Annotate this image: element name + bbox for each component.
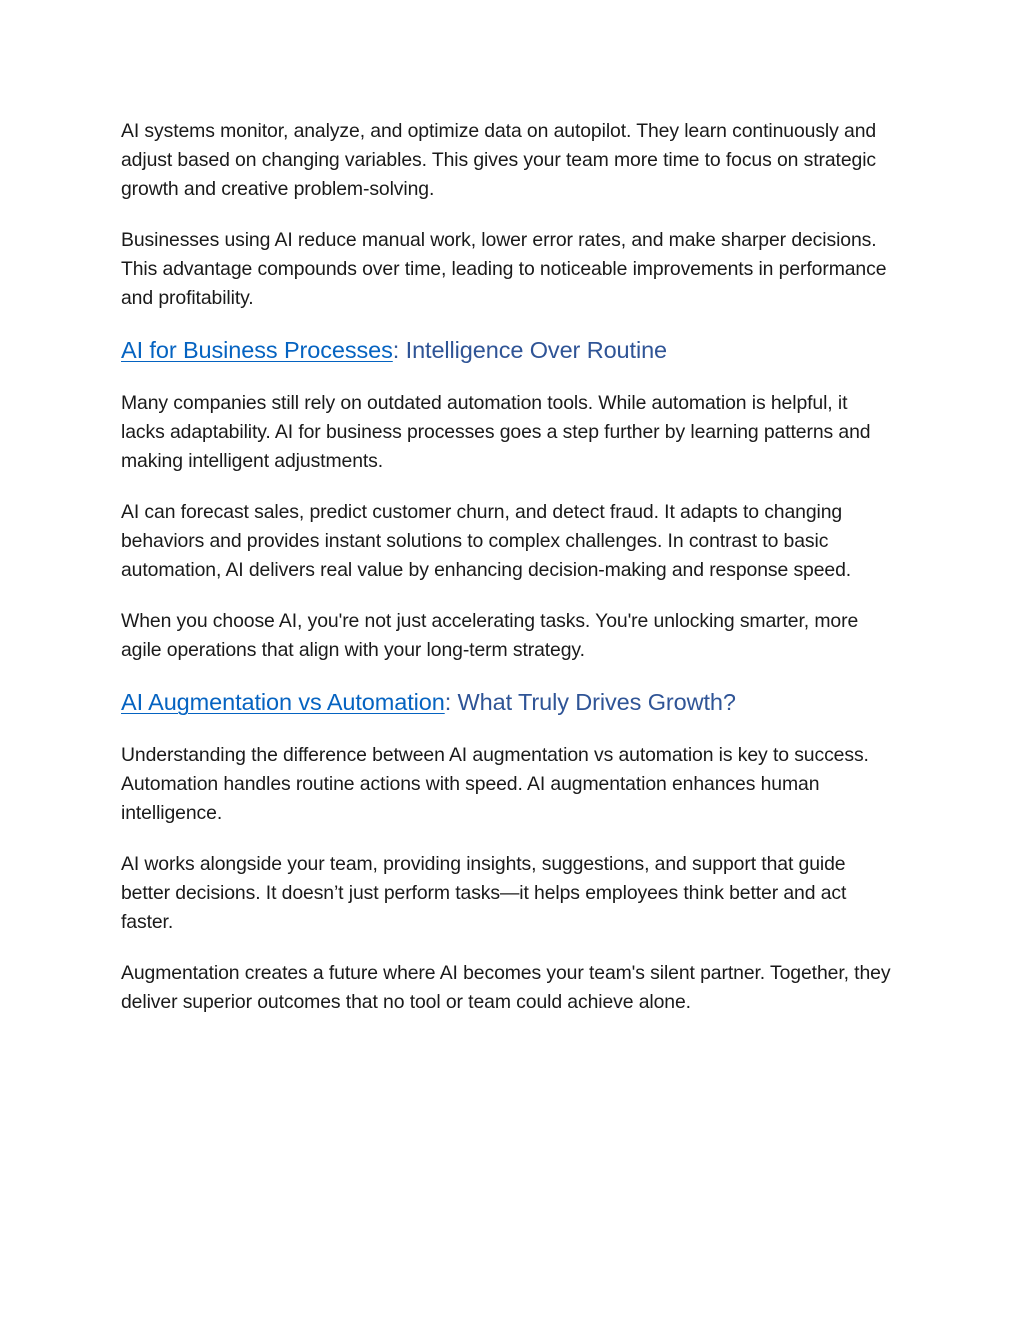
section2-paragraph-3: Augmentation creates a future where AI becomes your team's silent partner. Together, they deliver superior outcomes that no tool or team could achieve alone. <box>121 962 891 1013</box>
section-heading-augmentation-vs-automation <box>121 687 891 717</box>
section2-paragraph-1: Understanding the difference between AI augmentation vs automation is key to success. Automation handles routine actions with speed. AI augmentation enhances human intelligence. <box>121 744 869 824</box>
document-page <box>121 117 891 1039</box>
link-ai-for-business-processes[interactable]: AI for Business Processes <box>121 337 393 363</box>
section1-paragraph-2: AI can forecast sales, predict customer churn, and detect fraud. It adapts to changing behaviors and provides instant solutions to complex challenges. In contrast to basic automation, AI delivers real value by enhancing decision-making and response speed. <box>121 501 852 581</box>
intro-paragraph-2: Businesses using AI reduce manual work, lower error rates, and make sharper decisions. This advantage compounds over time, leading to noticeable improvements in performance and profitability. <box>121 229 887 309</box>
section-heading-business-processes <box>121 335 891 365</box>
intro-paragraph-1: AI systems monitor, analyze, and optimize data on autopilot. They learn continuously and adjust based on changing variables. This gives your team more time to focus on strategic growth and creative problem-solving. <box>121 120 877 200</box>
section2-paragraph-2: AI works alongside your team, providing insights, suggestions, and support that guide better decisions. It doesn’t just perform tasks—it helps employees think better and act faster. <box>121 853 847 933</box>
link-ai-augmentation-vs-automation[interactable]: AI Augmentation vs Automation <box>121 689 445 715</box>
section1-paragraph-3: When you choose AI, you're not just accelerating tasks. You're unlocking smarter, more agile operations that align with your long-term strategy. <box>121 610 859 661</box>
heading-subtitle: : Intelligence Over Routine <box>392 337 668 363</box>
heading-subtitle: : What Truly Drives Growth? <box>444 689 736 715</box>
section1-paragraph-1: Many companies still rely on outdated automation tools. While automation is helpful, it lacks adaptability. AI for business processes goes a step further by learning patterns and making intelligent adjustments. <box>121 392 871 472</box>
